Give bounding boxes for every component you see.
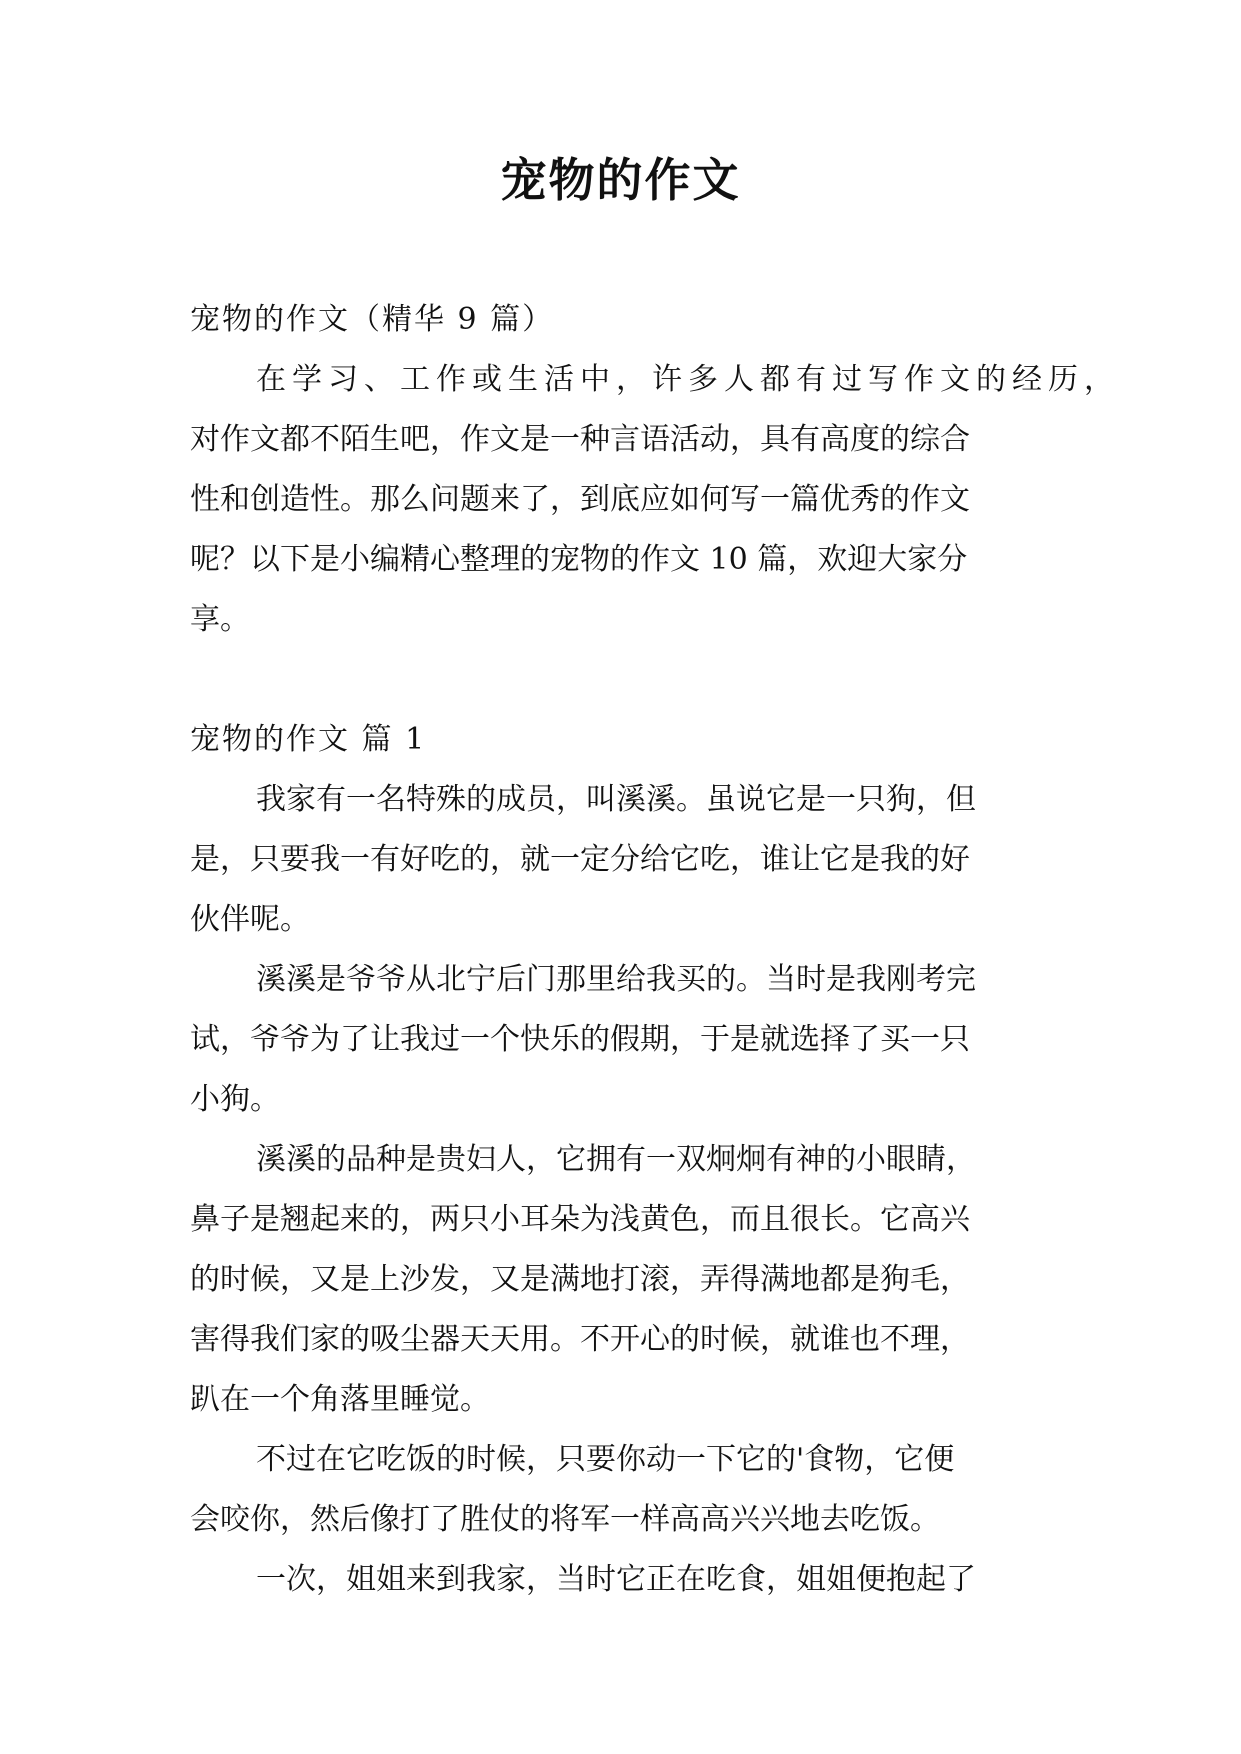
- intro-line: 性和创造性。那么问题来了，到底应如何写一篇优秀的作文: [190, 482, 970, 517]
- section-heading: 宠物的作文 篇 1: [190, 722, 427, 757]
- document-body: [190, 290, 1120, 1610]
- section-spacer: [190, 650, 1070, 710]
- paragraph-line: 是，只要我一有好吃的，就一定分给它吃，谁让它是我的好: [190, 842, 970, 877]
- paragraph-line: 溪溪的品种是贵妇人，它拥有一双炯炯有神的小眼睛，: [256, 1142, 976, 1177]
- paragraph-line: 我家有一名特殊的成员，叫溪溪。虽说它是一只狗，但: [256, 782, 976, 817]
- paragraph-line: 一次，姐姐来到我家，当时它正在吃食，姐姐便抱起了: [256, 1562, 976, 1597]
- paragraph-line: 溪溪是爷爷从北宁后门那里给我买的。当时是我刚考完: [256, 962, 976, 997]
- paragraph-line: 伙伴呢。: [190, 902, 310, 937]
- document-subtitle: 宠物的作文（精华 9 篇）: [190, 302, 555, 337]
- paragraph-line: 小狗。: [190, 1082, 280, 1117]
- paragraph-line: 鼻子是翘起来的，两只小耳朵为浅黄色，而且很长。它高兴: [190, 1202, 970, 1237]
- document-title: 宠物的作文: [500, 153, 741, 207]
- intro-line: 呢？以下是小编精心整理的宠物的作文 10 篇，欢迎大家分: [190, 542, 968, 577]
- paragraph-line: 试，爷爷为了让我过一个快乐的假期，于是就选择了买一只: [190, 1022, 970, 1057]
- intro-line: 在学习、工作或生活中，许多人都有过写作文的经历，: [256, 362, 1120, 397]
- paragraph-line: 会咬你，然后像打了胜仗的将军一样高高兴兴地去吃饭。: [190, 1502, 940, 1537]
- paragraph-line: 害得我们家的吸尘器天天用。不开心的时候，就谁也不理，: [190, 1322, 970, 1357]
- intro-line: 对作文都不陌生吧，作文是一种言语活动，具有高度的综合: [190, 422, 970, 457]
- intro-line: 享。: [190, 602, 250, 637]
- paragraph-line: 的时候，又是上沙发，又是满地打滚，弄得满地都是狗毛，: [190, 1262, 970, 1297]
- paragraph-line: 趴在一个角落里睡觉。: [190, 1382, 490, 1417]
- paragraph-line: 不过在它吃饭的时候，只要你动一下它的'食物，它便: [256, 1442, 955, 1477]
